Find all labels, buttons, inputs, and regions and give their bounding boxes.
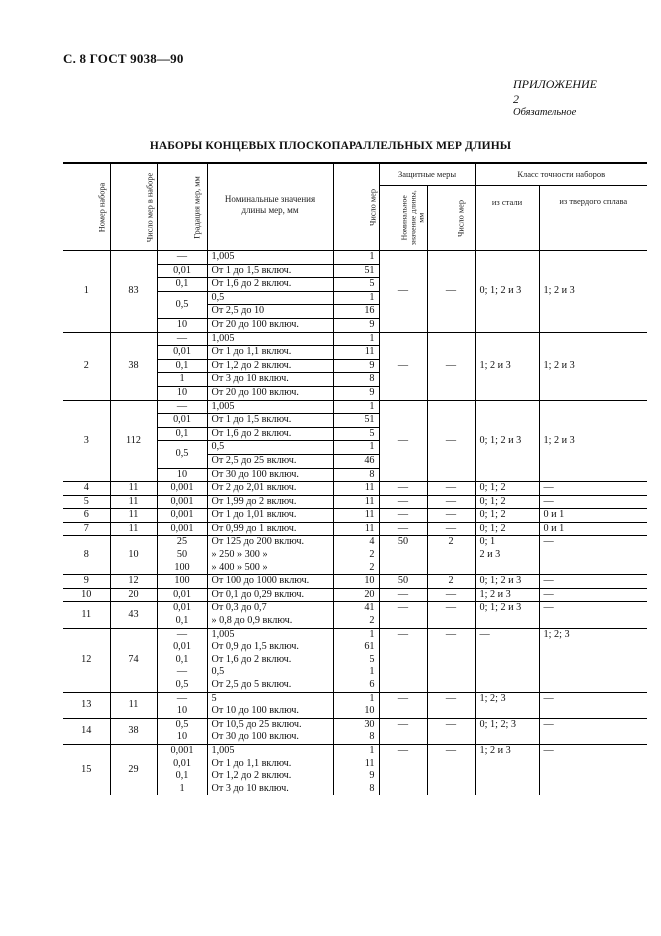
accuracy-steel-value: 1; 2 и 3 xyxy=(479,359,511,371)
protective-nominal: — xyxy=(379,522,427,536)
count-cell: 20 xyxy=(333,588,379,602)
set-total: 43 xyxy=(110,602,157,628)
set-total: 12 xyxy=(110,575,157,589)
accuracy-hard-alloy: — xyxy=(539,588,647,602)
count-cell: 8 xyxy=(333,731,379,744)
count-cell: 41 xyxy=(333,602,379,615)
protective-nominal: — xyxy=(379,602,427,628)
col-header-prot-count: Число мер xyxy=(427,186,475,251)
table-row xyxy=(63,522,647,536)
gradation-cell: 0,001 xyxy=(157,495,207,509)
gradation-cell: 0,5 xyxy=(157,679,207,692)
accuracy-hard-alloy: 1; 2 и 3 xyxy=(539,251,647,333)
count-cell: 1 xyxy=(333,251,379,265)
gradation-cell: 0,01 xyxy=(157,588,207,602)
nominal-cell: » 0,8 до 0,9 включ. xyxy=(207,615,333,628)
nominal-cell: От 1 до 1,01 включ. xyxy=(207,509,333,523)
nominal-cell: От 3 до 10 включ. xyxy=(207,373,333,387)
gradation-cell: 0,5 xyxy=(157,718,207,731)
protective-count: — xyxy=(427,744,475,795)
gradation-cell: 1 xyxy=(157,783,207,796)
set-number: 1 xyxy=(63,251,110,333)
count-cell: 30 xyxy=(333,718,379,731)
gradation-cell: 0,5 xyxy=(157,291,207,318)
count-cell: 2 xyxy=(333,615,379,628)
col-header-steel: из стали xyxy=(475,186,539,251)
count-cell: 1 xyxy=(333,441,379,455)
set-total: 29 xyxy=(110,744,157,795)
accuracy-steel xyxy=(475,692,539,718)
accuracy-steel-value: 0; 1; 2 xyxy=(479,482,506,494)
gradation-cell: 50 xyxy=(157,549,207,562)
nominal-cell: » 250 » 300 » xyxy=(207,549,333,562)
protective-nominal: — xyxy=(379,628,427,692)
nominal-cell: От 10 до 100 включ. xyxy=(207,705,333,718)
count-cell: 11 xyxy=(333,482,379,496)
col-header-prot-nominal: Номинальное значение длины, мм xyxy=(379,186,427,251)
gradation-cell: 25 xyxy=(157,536,207,549)
count-cell: 9 xyxy=(333,359,379,373)
count-cell: 9 xyxy=(333,770,379,783)
accuracy-steel-value: 0; 1; 2 и 3 xyxy=(479,434,522,446)
gradation-cell: 100 xyxy=(157,575,207,589)
count-cell: 1 xyxy=(333,666,379,679)
nominal-cell: 0,5 xyxy=(207,291,333,305)
table-row xyxy=(63,602,647,615)
gradation-cell: 1 xyxy=(157,373,207,387)
gradation-cell: 0,1 xyxy=(157,615,207,628)
accuracy-steel-value: 0; 1; 2 и 3 xyxy=(479,575,522,587)
set-number: 10 xyxy=(63,588,110,602)
sets-table xyxy=(63,162,647,795)
gradation-cell: — xyxy=(157,692,207,705)
protective-nominal: — xyxy=(379,400,427,482)
gradation-cell: 0,1 xyxy=(157,427,207,441)
count-cell: 1 xyxy=(333,628,379,641)
gradation-cell: — xyxy=(157,666,207,679)
nominal-cell: От 3 до 10 включ. xyxy=(207,783,333,796)
set-total: 83 xyxy=(110,251,157,333)
protective-count: — xyxy=(427,522,475,536)
nominal-cell: От 1 до 1,1 включ. xyxy=(207,758,333,771)
accuracy-hard-alloy: — xyxy=(539,575,647,589)
accuracy-steel-value: 0; 1; 2; 3 xyxy=(479,718,517,730)
gradation-cell: 0,01 xyxy=(157,346,207,360)
count-cell: 1 xyxy=(333,744,379,757)
protective-nominal: — xyxy=(379,495,427,509)
nominal-cell: 5 xyxy=(207,692,333,705)
gradation-cell: 0,1 xyxy=(157,654,207,667)
nominal-cell: От 30 до 100 включ. xyxy=(207,468,333,482)
nominal-cell: От 2,5 до 25 включ. xyxy=(207,454,333,468)
count-cell: 10 xyxy=(333,575,379,589)
table-row xyxy=(63,628,647,641)
accuracy-steel-value: 0; 1; 2 и 3 xyxy=(479,284,522,296)
gradation-cell: 0,1 xyxy=(157,770,207,783)
count-cell: 5 xyxy=(333,427,379,441)
col-header-count: Число мер xyxy=(333,163,379,251)
set-number: 15 xyxy=(63,744,110,795)
count-cell: 11 xyxy=(333,495,379,509)
accuracy-hard-alloy: — xyxy=(539,744,647,795)
count-cell: 10 xyxy=(333,705,379,718)
gradation-cell: 10 xyxy=(157,468,207,482)
table-row xyxy=(63,332,647,346)
nominal-cell: От 1,6 до 2 включ. xyxy=(207,427,333,441)
accuracy-steel-value-2: 2 и 3 xyxy=(479,549,501,561)
nominal-cell: 1,005 xyxy=(207,400,333,414)
set-number: 5 xyxy=(63,495,110,509)
accuracy-hard-alloy: — xyxy=(539,482,647,496)
count-cell: 1 xyxy=(333,400,379,414)
accuracy-hard-alloy: — xyxy=(539,602,647,628)
nominal-cell: От 1 до 1,1 включ. xyxy=(207,346,333,360)
gradation-cell: 0,1 xyxy=(157,278,207,292)
set-total: 11 xyxy=(110,522,157,536)
nominal-cell: От 0,9 до 1,5 включ. xyxy=(207,641,333,654)
count-cell: 6 xyxy=(333,679,379,692)
accuracy-steel xyxy=(475,509,539,523)
protective-nominal: — xyxy=(379,482,427,496)
count-cell: 11 xyxy=(333,346,379,360)
accuracy-steel-value: 0; 1; 2 xyxy=(479,495,506,507)
set-total: 11 xyxy=(110,509,157,523)
protective-count: — xyxy=(427,718,475,744)
protective-nominal: 50 xyxy=(379,536,427,575)
table-row xyxy=(63,400,647,414)
accuracy-hard-alloy: 0 и 1 xyxy=(539,509,647,523)
nominal-cell: От 20 до 100 включ. xyxy=(207,386,333,400)
protective-nominal: — xyxy=(379,251,427,333)
nominal-cell: 1,005 xyxy=(207,744,333,757)
accuracy-hard-alloy: 1; 2 и 3 xyxy=(539,332,647,400)
set-total: 38 xyxy=(110,718,157,744)
gradation-cell: 0,001 xyxy=(157,744,207,757)
nominal-cell: От 1,2 до 2 включ. xyxy=(207,770,333,783)
accuracy-steel xyxy=(475,536,539,575)
count-cell: 61 xyxy=(333,641,379,654)
count-cell: 11 xyxy=(333,509,379,523)
protective-count: 2 xyxy=(427,575,475,589)
protective-count: — xyxy=(427,400,475,482)
count-cell: 51 xyxy=(333,264,379,278)
protective-count: — xyxy=(427,251,475,333)
gradation-cell: 0,01 xyxy=(157,758,207,771)
accuracy-steel xyxy=(475,522,539,536)
set-total: 10 xyxy=(110,536,157,575)
protective-count: — xyxy=(427,509,475,523)
col-header-nominal: Номинальные значения длины мер, мм xyxy=(207,163,333,251)
accuracy-steel xyxy=(475,482,539,496)
accuracy-hard-alloy: 0 и 1 xyxy=(539,522,647,536)
accuracy-steel-value: 1; 2; 3 xyxy=(479,692,506,704)
table-row xyxy=(63,718,647,731)
gradation-cell: 0,1 xyxy=(157,359,207,373)
nominal-cell: От 1,2 до 2 включ. xyxy=(207,359,333,373)
table-row xyxy=(63,482,647,496)
gradation-cell: 0,01 xyxy=(157,602,207,615)
nominal-cell: От 0,99 до 1 включ. xyxy=(207,522,333,536)
set-number: 11 xyxy=(63,602,110,628)
nominal-cell: От 100 до 1000 включ. xyxy=(207,575,333,589)
count-cell: 2 xyxy=(333,549,379,562)
accuracy-hard-alloy: — xyxy=(539,495,647,509)
set-total: 11 xyxy=(110,482,157,496)
accuracy-hard-alloy: — xyxy=(539,692,647,718)
accuracy-steel xyxy=(475,575,539,589)
col-header-accuracy: Класс точности наборов xyxy=(475,163,647,186)
accuracy-steel-value: 0; 1 xyxy=(479,536,496,548)
accuracy-steel xyxy=(475,332,539,400)
set-number: 8 xyxy=(63,536,110,575)
gradation-cell: 0,001 xyxy=(157,482,207,496)
table-row xyxy=(63,509,647,523)
count-cell: 4 xyxy=(333,536,379,549)
count-cell: 1 xyxy=(333,332,379,346)
gradation-cell: 0,001 xyxy=(157,509,207,523)
count-cell: 16 xyxy=(333,305,379,319)
gradation-cell: — xyxy=(157,400,207,414)
nominal-cell: От 0,3 до 0,7 xyxy=(207,602,333,615)
count-cell: 8 xyxy=(333,468,379,482)
count-cell: 9 xyxy=(333,318,379,332)
accuracy-steel xyxy=(475,400,539,482)
protective-count: 2 xyxy=(427,536,475,575)
count-cell: 2 xyxy=(333,562,379,575)
nominal-cell: От 30 до 100 включ. xyxy=(207,731,333,744)
accuracy-steel xyxy=(475,628,539,692)
col-header-gradation: Градация мер, мм xyxy=(157,163,207,251)
protective-nominal: — xyxy=(379,718,427,744)
set-number: 7 xyxy=(63,522,110,536)
gradation-cell: — xyxy=(157,251,207,265)
protective-nominal: — xyxy=(379,588,427,602)
set-total: 11 xyxy=(110,692,157,718)
accuracy-steel xyxy=(475,718,539,744)
gradation-cell: 0,01 xyxy=(157,641,207,654)
accuracy-steel-value: 1; 2 и 3 xyxy=(479,588,511,600)
page-header: С. 8 ГОСТ 9038—90 xyxy=(63,51,184,66)
set-number: 9 xyxy=(63,575,110,589)
protective-count: — xyxy=(427,482,475,496)
col-header-set-number: Номер набора xyxy=(63,163,110,251)
nominal-cell: От 1,6 до 2 включ. xyxy=(207,278,333,292)
gradation-cell: 10 xyxy=(157,731,207,744)
col-header-count-in-set: Число мер в наборе xyxy=(110,163,157,251)
set-total: 112 xyxy=(110,400,157,482)
protective-count: — xyxy=(427,628,475,692)
accuracy-hard-alloy: 1; 2; 3 xyxy=(539,628,647,692)
accuracy-hard-alloy: — xyxy=(539,536,647,575)
nominal-cell: От 2,5 до 5 включ. xyxy=(207,679,333,692)
gradation-cell: 0,01 xyxy=(157,264,207,278)
set-number: 14 xyxy=(63,718,110,744)
nominal-cell: От 1,6 до 2 включ. xyxy=(207,654,333,667)
accuracy-steel xyxy=(475,495,539,509)
accuracy-steel xyxy=(475,588,539,602)
count-cell: 1 xyxy=(333,692,379,705)
accuracy-steel-value: 0; 1; 2 xyxy=(479,509,506,521)
table-row xyxy=(63,495,647,509)
accuracy-steel-value: — xyxy=(479,628,490,640)
nominal-cell: От 20 до 100 включ. xyxy=(207,318,333,332)
count-cell: 8 xyxy=(333,373,379,387)
col-header-hard-alloy: из твердого сплава xyxy=(539,186,647,251)
gradation-cell: — xyxy=(157,628,207,641)
table-body xyxy=(63,251,647,796)
gradation-cell: 100 xyxy=(157,562,207,575)
nominal-cell: 0,5 xyxy=(207,666,333,679)
table-row xyxy=(63,588,647,602)
accuracy-steel-value: 1; 2 и 3 xyxy=(479,744,511,756)
count-cell: 9 xyxy=(333,386,379,400)
accuracy-steel xyxy=(475,602,539,628)
gradation-cell: 0,01 xyxy=(157,414,207,428)
protective-nominal: 50 xyxy=(379,575,427,589)
nominal-cell: 1,005 xyxy=(207,251,333,265)
protective-count: — xyxy=(427,602,475,628)
accuracy-hard-alloy: — xyxy=(539,718,647,744)
document-title: НАБОРЫ КОНЦЕВЫХ ПЛОСКОПАРАЛЛЕЛЬНЫХ МЕР ДЛИНЫ xyxy=(149,140,512,152)
nominal-cell: » 400 » 500 » xyxy=(207,562,333,575)
gradation-cell: 10 xyxy=(157,705,207,718)
col-header-protective: Защитные меры xyxy=(379,163,475,186)
nominal-cell: 0,5 xyxy=(207,441,333,455)
set-number: 3 xyxy=(63,400,110,482)
appendix-subtitle: Обязательное xyxy=(513,107,577,118)
count-cell: 1 xyxy=(333,291,379,305)
nominal-cell: От 2 до 2,01 включ. xyxy=(207,482,333,496)
count-cell: 5 xyxy=(333,278,379,292)
table-row xyxy=(63,744,647,757)
accuracy-hard-alloy: 1; 2 и 3 xyxy=(539,400,647,482)
protective-count: — xyxy=(427,495,475,509)
nominal-cell: От 10,5 до 25 включ. xyxy=(207,718,333,731)
set-total: 74 xyxy=(110,628,157,692)
set-number: 12 xyxy=(63,628,110,692)
protective-count: — xyxy=(427,588,475,602)
set-number: 6 xyxy=(63,509,110,523)
gradation-cell: — xyxy=(157,332,207,346)
protective-nominal: — xyxy=(379,332,427,400)
accuracy-steel-value: 0; 1; 2 xyxy=(479,522,506,534)
nominal-cell: 1,005 xyxy=(207,628,333,641)
set-number: 13 xyxy=(63,692,110,718)
set-total: 20 xyxy=(110,588,157,602)
accuracy-steel xyxy=(475,744,539,795)
table-row xyxy=(63,575,647,589)
accuracy-steel xyxy=(475,251,539,333)
accuracy-steel-value: 0; 1; 2 и 3 xyxy=(479,602,522,614)
set-total: 38 xyxy=(110,332,157,400)
count-cell: 8 xyxy=(333,783,379,796)
set-total: 11 xyxy=(110,495,157,509)
protective-count: — xyxy=(427,332,475,400)
nominal-cell: От 125 до 200 включ. xyxy=(207,536,333,549)
nominal-cell: От 1 до 1,5 включ. xyxy=(207,264,333,278)
protective-count: — xyxy=(427,692,475,718)
appendix-title: ПРИЛОЖЕНИЕ 2 xyxy=(513,77,597,106)
count-cell: 11 xyxy=(333,522,379,536)
protective-nominal: — xyxy=(379,692,427,718)
nominal-cell: 1,005 xyxy=(207,332,333,346)
gradation-cell: 10 xyxy=(157,318,207,332)
table-row xyxy=(63,251,647,265)
gradation-cell: 0,001 xyxy=(157,522,207,536)
protective-nominal: — xyxy=(379,509,427,523)
table-row xyxy=(63,692,647,705)
table-row xyxy=(63,536,647,549)
count-cell: 11 xyxy=(333,758,379,771)
set-number: 4 xyxy=(63,482,110,496)
count-cell: 51 xyxy=(333,414,379,428)
nominal-cell: От 2,5 до 10 xyxy=(207,305,333,319)
count-cell: 5 xyxy=(333,654,379,667)
nominal-cell: От 1,99 до 2 включ. xyxy=(207,495,333,509)
nominal-cell: От 1 до 1,5 включ. xyxy=(207,414,333,428)
count-cell: 46 xyxy=(333,454,379,468)
set-number: 2 xyxy=(63,332,110,400)
gradation-cell: 10 xyxy=(157,386,207,400)
appendix-label xyxy=(513,77,603,118)
nominal-cell: От 0,1 до 0,29 включ. xyxy=(207,588,333,602)
protective-nominal: — xyxy=(379,744,427,795)
gradation-cell: 0,5 xyxy=(157,441,207,468)
